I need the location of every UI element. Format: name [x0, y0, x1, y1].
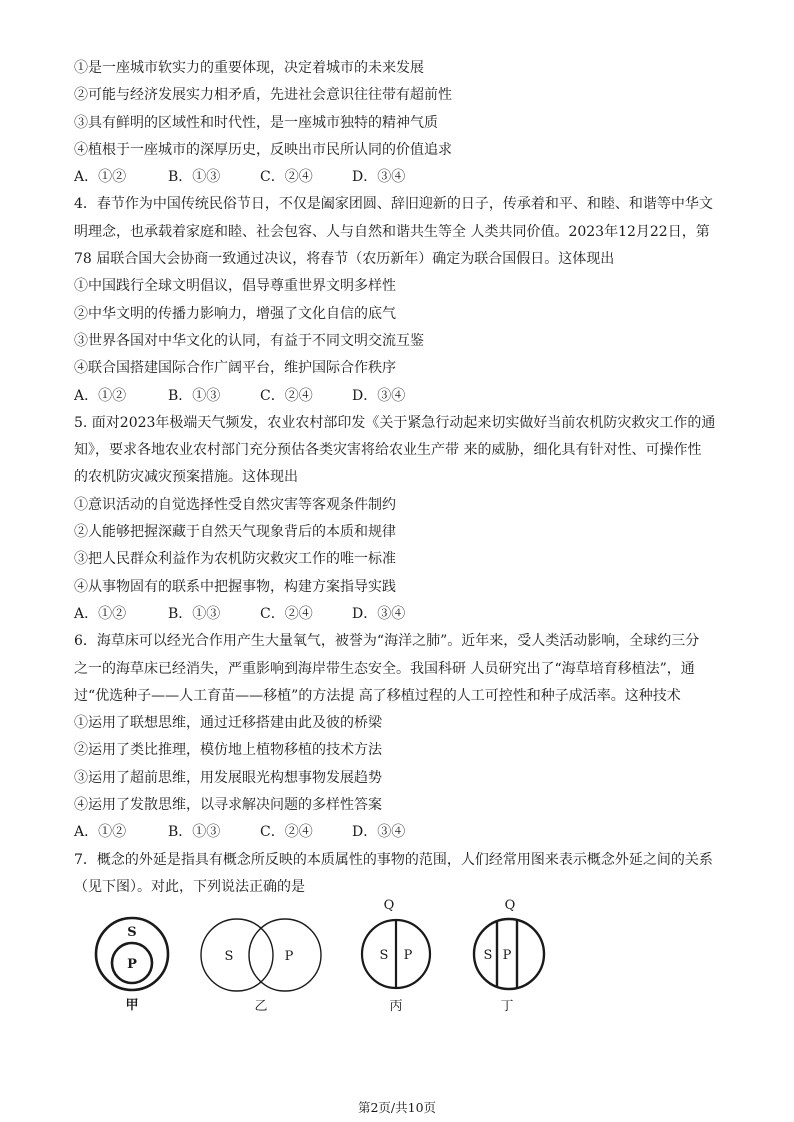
choice-c[interactable]: C．②④ [260, 824, 313, 841]
diagram-jia [96, 918, 168, 1013]
choice-b[interactable]: B．①③ [168, 824, 221, 841]
option-2: ②人能够把握深藏于自然天气现象背后的本质和规律 [74, 524, 396, 541]
option-1: ①运用了联想思维，通过迁移搭建由此及彼的桥梁 [74, 715, 382, 732]
question-stem: （见下图）。对此，下列说法正确的是 [74, 878, 305, 895]
question-stem: 明理念，也承载着家庭和睦、社会包容、人与自然和谐共生等全 人类共同价值。2023年12月22日，第 [74, 223, 710, 240]
question-stem: 知》，要求各地农业农村部门充分预估各类灾害将给农业生产带 来的威胁，细化具有针对性、可操作性 [74, 442, 702, 459]
choice-a[interactable]: A．①② [74, 824, 127, 841]
question-stem: 的农机防灾减灾预案措施。这体现出 [74, 469, 298, 486]
label-p: P [127, 957, 137, 972]
label-q: Q [504, 898, 516, 913]
option-4: ④从事物固有的联系中把握事物，构建方案指导实践 [74, 578, 396, 595]
choice-b[interactable]: B．①③ [168, 605, 221, 622]
choice-b[interactable]: B．①③ [168, 169, 221, 186]
choice-c[interactable]: C．②④ [260, 605, 313, 622]
question-stem: 78 届联合国大会协商一致通过决议，将春节（农历新年）确定为联合国假日。这体现出 [74, 251, 615, 268]
option-4: ④联合国搭建国际合作广阔平台，维护国际合作秩序 [74, 360, 396, 377]
answer-choices [74, 601, 724, 628]
question-5 [74, 410, 724, 628]
option-3: ③把人民群众利益作为农机防灾救灾工作的唯一标准 [74, 551, 396, 568]
choice-c[interactable]: C．②④ [260, 387, 313, 404]
option-1: ①中国践行全球文明倡议，倡导尊重世界文明多样性 [74, 278, 396, 295]
question-6 [74, 628, 724, 846]
choice-d[interactable]: D．③④ [352, 387, 406, 404]
concept-extension-figure [92, 900, 552, 1020]
caption-ding: 丁 [500, 999, 514, 1014]
choice-a[interactable]: A．①② [74, 169, 127, 186]
caption-bing: 丙 [389, 999, 403, 1014]
label-p: P [403, 948, 413, 963]
option-4: ④植根于一座城市的深厚历史，反映出市民所认同的价值追求 [74, 141, 452, 158]
option-2: ②可能与经济发展实力相矛盾，先进社会意识往往带有超前性 [74, 87, 452, 104]
choice-b[interactable]: B．①③ [168, 387, 221, 404]
choice-d[interactable]: D．③④ [352, 605, 406, 622]
exam-page [74, 55, 724, 901]
question-stem: 6．海草床可以经光合作用产生大量氧气，被誉为“海洋之肺”。近年来，受人类活动影响，全球约三分 [74, 633, 700, 650]
choice-d[interactable]: D．③④ [352, 824, 406, 841]
label-p: P [502, 948, 512, 963]
choice-c[interactable]: C．②④ [260, 169, 313, 186]
page-number: 第2页/共10页 [357, 1100, 437, 1115]
question-stem: 过“优选种子——人工育苗——移植”的方法提 高了移植过程的人工可控性和种子成活率。这种技术 [74, 687, 681, 704]
label-q: Q [383, 898, 395, 913]
question-stem: 5. 面对2023年极端天气频发，农业农村部印发《关于紧急行动起来切实做好当前农机防灾救灾工作的通 [74, 414, 716, 431]
label-p: P [284, 949, 294, 964]
question-stem: 4．春节作为中国传统民俗节日，不仅是阖家团圆、辞旧迎新的日子，传承着和平、和睦、和谐等中华文 [74, 196, 713, 213]
diagram-yi [201, 919, 321, 1014]
choice-d[interactable]: D．③④ [352, 169, 406, 186]
question-3-tail [74, 55, 724, 191]
option-2: ②中华文明的传播力影响力，增强了文化自信的底气 [74, 305, 396, 322]
question-7 [74, 847, 724, 902]
diagram-bing [362, 898, 430, 1014]
option-4: ④运用了发散思维，以寻求解决问题的多样性答案 [74, 797, 382, 814]
option-3: ③具有鲜明的区域性和时代性，是一座城市独特的精神气质 [74, 114, 438, 131]
question-stem: 之一的海草床已经消失，严重影响到海岸带生态安全。我国科研 人员研究出了“海草培育移植法”，通 [74, 660, 695, 677]
option-3: ③运用了超前思维，用发展眼光构想事物发展趋势 [74, 769, 382, 786]
question-4 [74, 191, 724, 409]
answer-choices [74, 819, 724, 846]
label-s: S [224, 949, 234, 964]
circle-s [201, 919, 273, 991]
caption-jia: 甲 [125, 998, 139, 1013]
caption-yi: 乙 [254, 999, 268, 1014]
option-2: ②运用了类比推理，模仿地上植物移植的技术方法 [74, 742, 382, 759]
choice-a[interactable]: A．①② [74, 605, 127, 622]
option-1: ①是一座城市软实力的重要体现，决定着城市的未来发展 [74, 60, 424, 76]
question-stem: 7．概念的外延是指具有概念所反映的本质属性的事物的范围，人们经常用图来表示概念外延之间的关系 [74, 851, 713, 868]
diagram-ding [474, 898, 544, 1014]
label-s: S [379, 948, 389, 963]
label-s: S [127, 925, 137, 940]
answer-choices [74, 164, 724, 191]
choice-a[interactable]: A．①② [74, 387, 127, 404]
option-3: ③世界各国对中华文化的认同，有益于不同文明交流互鉴 [74, 332, 424, 349]
answer-choices [74, 383, 724, 410]
option-1: ①意识活动的自觉选择性受自然灾害等客观条件制约 [74, 496, 396, 513]
venn-diagrams [92, 900, 552, 1020]
label-s: S [483, 948, 493, 963]
